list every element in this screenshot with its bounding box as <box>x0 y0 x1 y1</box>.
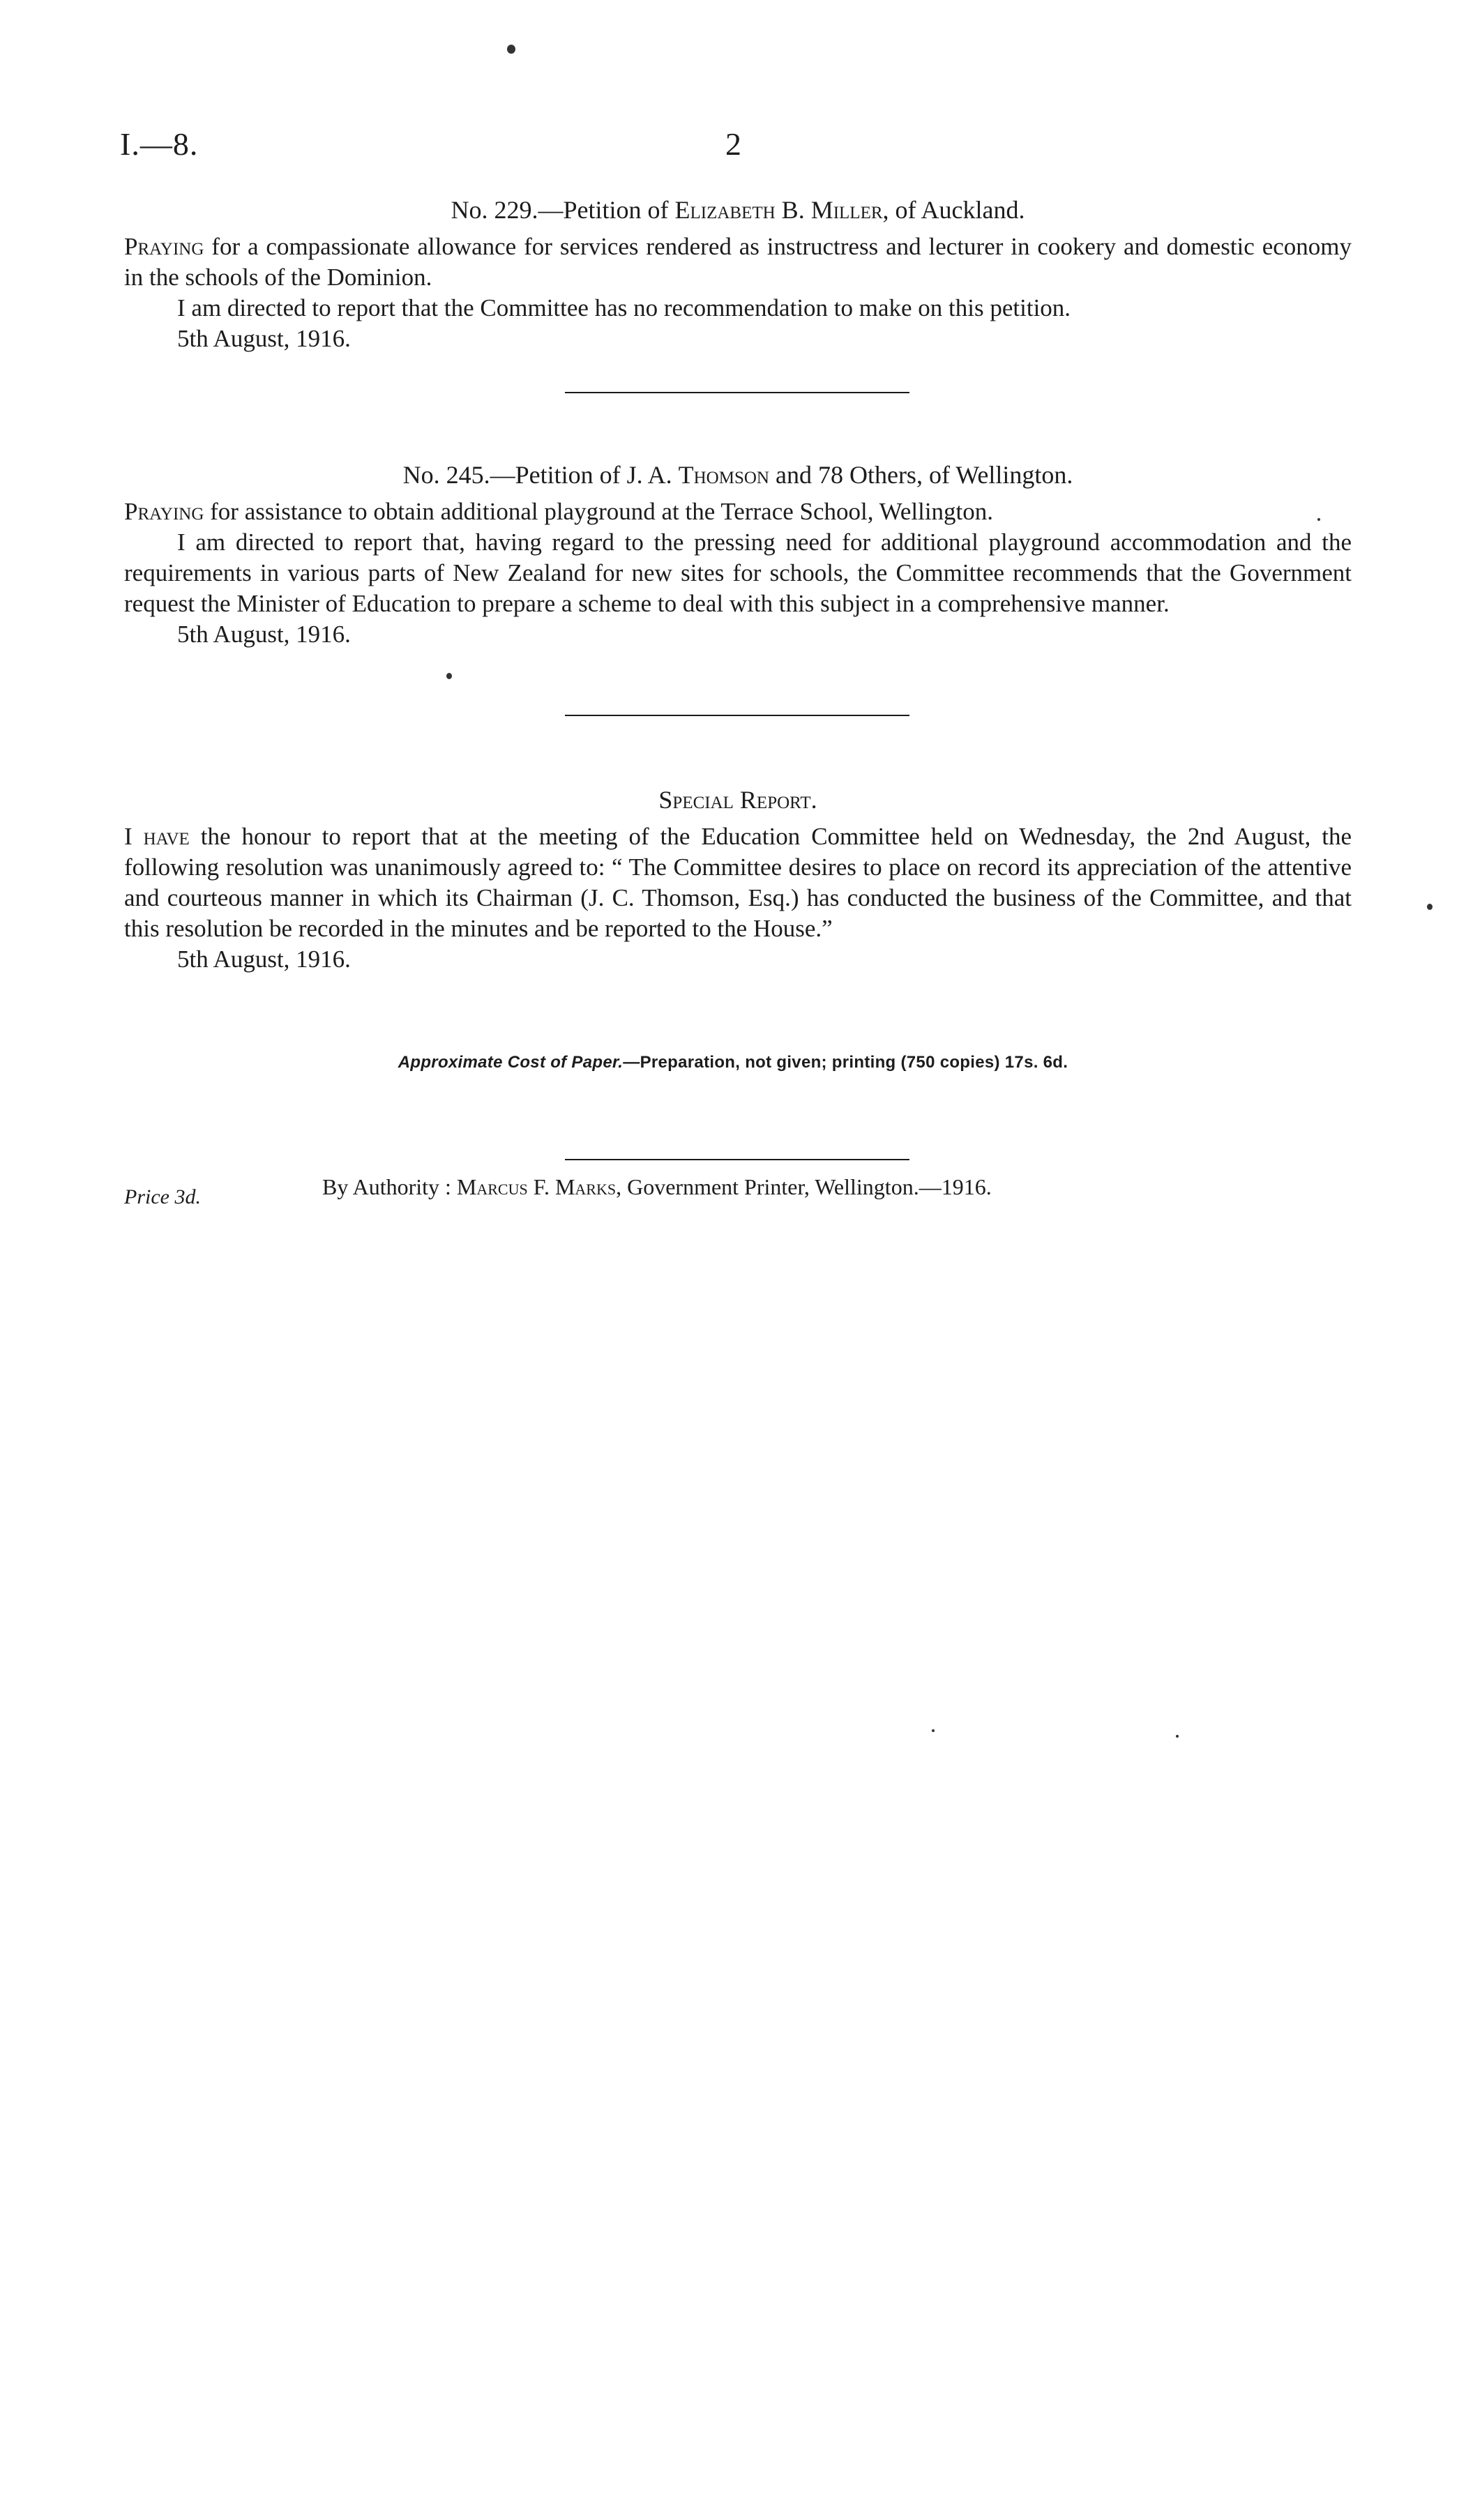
price: Price 3d. <box>124 1185 201 1208</box>
prayer-text: for a compassionate allowance for services rendered as instructress and lecturer in cookery and domestic economy in the schools of the Dominion. <box>124 233 1352 291</box>
petition-229-prayer <box>124 231 1352 293</box>
petition-229-date: 5th August, 1916. <box>177 325 351 352</box>
paper-reference: I.—8. <box>120 126 199 162</box>
petition-245-heading <box>124 459 1352 491</box>
petition-229 <box>124 194 1352 354</box>
petition-245-prayer <box>124 496 1352 527</box>
petitioner-name: Thomson <box>678 461 769 489</box>
report-text: the honour to report that at the meeting of the Education Committee held on Wednesday, the 2nd August, the following resolution was unanimously agreed to: “ The Committee desires to place on record its appreciation of the attentive and courteous manner in which its Chairman (J. C. Thomson, Esq.) has conducted the business of the Committee, and that this resolution be recorded in the minutes and be reported to the House.” <box>124 823 1352 942</box>
scan-speck <box>446 673 452 679</box>
prayer-text: for assistance to obtain additional playground at the Terrace School, Wellington. <box>204 498 994 525</box>
lead-word: I have <box>124 823 190 850</box>
petition-229-heading <box>124 194 1352 226</box>
petition-229-report: I am directed to report that the Committee has no recommendation to make on this petition. <box>177 294 1071 321</box>
heading-suffix: , of Auckland. <box>882 196 1025 224</box>
heading-prefix: No. 245.—Petition of J. A. <box>402 461 679 489</box>
cost-label: Approximate Cost of Paper. <box>398 1053 624 1072</box>
special-report-body <box>124 821 1352 944</box>
cost-text: —Preparation, not given; printing (750 copies) 17s. 6d. <box>623 1053 1068 1072</box>
scan-speck <box>932 1729 935 1732</box>
petition-245-date: 5th August, 1916. <box>177 621 351 648</box>
section-divider <box>565 715 909 716</box>
scan-speck <box>1317 518 1320 521</box>
printer-authority <box>322 1174 992 1200</box>
lead-word: Praying <box>124 498 204 525</box>
scan-speck <box>1176 1735 1179 1738</box>
heading-prefix: No. 229.—Petition of <box>451 196 675 224</box>
authority-prefix: By Authority : <box>322 1174 457 1199</box>
special-report-heading: Special Report. <box>658 786 817 814</box>
section-divider <box>565 392 909 393</box>
authority-suffix: , Government Printer, Wellington.—1916. <box>616 1174 992 1199</box>
special-report-date: 5th August, 1916. <box>177 946 351 973</box>
cost-of-paper <box>0 1053 1466 1072</box>
heading-suffix: and 78 Others, of Wellington. <box>769 461 1073 489</box>
petition-245 <box>124 459 1352 650</box>
scan-speck <box>507 45 515 54</box>
petition-245-report: I am directed to report that, having regard to the pressing need for additional playground accommodation and the requirements in various parts of New Zealand for new sites for schools, the Committee recommends that the Government request the Minister of Education to prepare a scheme to deal with this subject in a comprehensive manner. <box>124 529 1352 617</box>
footer-divider <box>565 1159 909 1160</box>
scan-speck <box>1427 904 1433 910</box>
lead-word: Praying <box>124 233 204 260</box>
petitioner-name: Elizabeth B. Miller <box>674 196 883 224</box>
special-report <box>124 784 1352 975</box>
page-number: 2 <box>725 126 741 162</box>
printer-name: Marcus F. Marks <box>456 1174 617 1199</box>
